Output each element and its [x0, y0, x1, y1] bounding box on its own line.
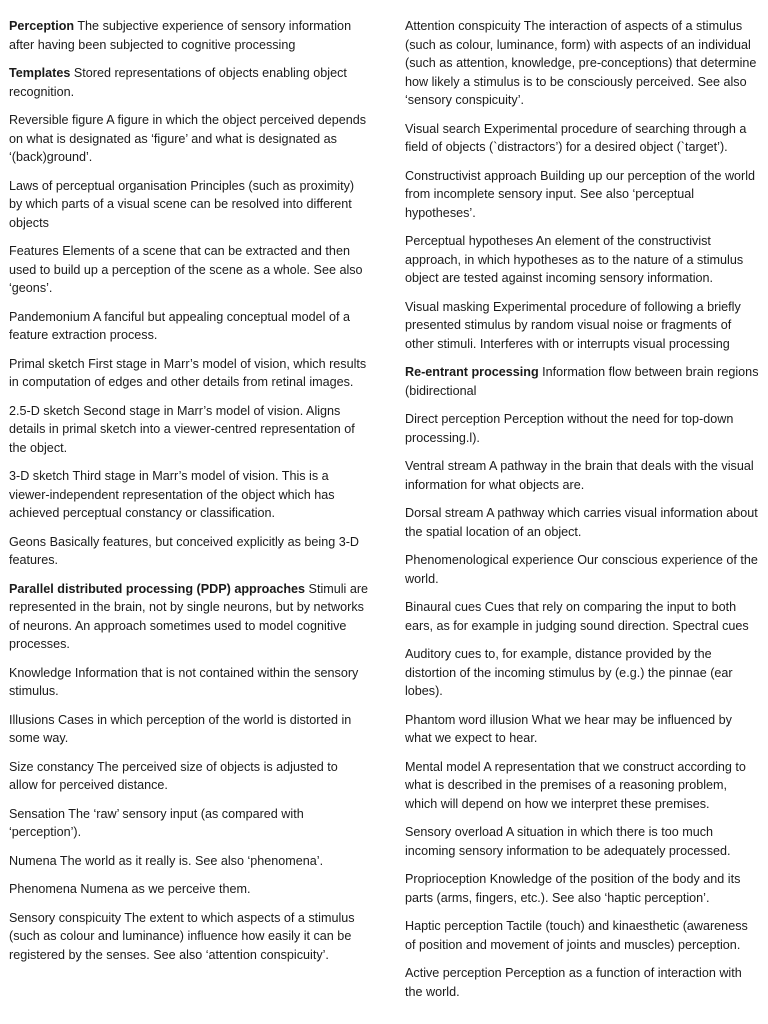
glossary-definition: Knowledge of the position of the body and its parts (arms, fingers, etc.). See also ‘haptic perception’.: [405, 872, 741, 905]
glossary-entry-proprioception: [405, 870, 761, 907]
glossary-term: Phenomenological experience: [405, 553, 574, 567]
glossary-right-column: [405, 17, 761, 1011]
glossary-term: Geons: [9, 534, 47, 549]
glossary-term: Visual search: [405, 121, 481, 136]
glossary-definition: A fanciful but appealing conceptual model of a feature extraction process.: [9, 309, 350, 342]
glossary-term: Parallel distributed processing (PDP) approaches: [9, 581, 306, 596]
glossary-definition: A pathway in the brain that deals with the visual information for what objects are.: [405, 459, 754, 492]
glossary-entry-phenomenological-experience: [405, 551, 761, 588]
glossary-definition: Numena as we perceive them.: [76, 882, 251, 896]
glossary-entry-ventral-stream: [405, 457, 761, 494]
glossary-definition: The world as it really is. See also ‘phenomena’.: [56, 853, 324, 868]
glossary-entry-3-d-sketch: [9, 467, 369, 523]
glossary-term: Attention conspicuity: [405, 19, 521, 33]
glossary-entry-sensation: [9, 805, 369, 842]
glossary-term: Haptic perception: [405, 919, 504, 933]
glossary-definition: Principles (such as proximity) by which parts of a visual scene can be resolved into different objects: [9, 178, 355, 230]
glossary-definition: The subjective experience of sensory information after having been subjected to cognitive processing: [9, 19, 352, 52]
glossary-term: Perceptual hypotheses: [405, 234, 534, 248]
glossary-term: Sensory conspicuity: [9, 910, 121, 925]
glossary-term: Laws of perceptual organisation: [9, 178, 187, 193]
glossary-term: Sensory overload: [405, 825, 504, 839]
glossary-term: Visual masking: [405, 299, 490, 314]
glossary-entry-haptic-perception: [405, 917, 761, 954]
glossary-entry-visual-masking: [405, 298, 761, 354]
glossary-entry-knowledge: [9, 664, 369, 701]
glossary-definition: Experimental procedure of searching through a field of objects (`distractors’) for a desired object (`target’).: [405, 121, 747, 154]
glossary-term: Mental model: [405, 759, 481, 774]
glossary-definition: Information flow between brain regions (bidirectional: [405, 365, 759, 398]
glossary-definition: A representation that we construct according to what is described in the premises of a reasoning problem, which will depend on how we interpret these premises.: [405, 759, 746, 811]
glossary-entry-reversible-figure: [9, 111, 369, 167]
glossary-definition: Stored representations of objects enabling object recognition.: [9, 66, 347, 99]
glossary-entry-sensory-overload: [405, 823, 761, 860]
glossary-entry-geons: [9, 533, 369, 570]
glossary-entry-sensory-conspicuity: [9, 909, 369, 965]
glossary-definition: The extent to which aspects of a stimulus (such as colour and luminance) influence how easily it can be registered by the senses. See also ‘attention conspicuity’.: [9, 910, 355, 962]
glossary-entry-re-entrant-processing: [405, 363, 761, 400]
glossary-entry-direct-perception: [405, 410, 761, 447]
glossary-term: Phantom word illusion: [405, 712, 529, 727]
glossary-term: Binaural cues: [405, 600, 482, 614]
glossary-entry-attention-conspicuity: [405, 17, 761, 110]
glossary-definition: Elements of a scene that can be extracted and then used to build up a perception of the scene as a whole. See also ‘geons’.: [9, 244, 363, 295]
glossary-definition: An element of the constructivist approach, in which hypotheses as to the nature of a stimulus object are tested against incoming sensory information.: [405, 234, 744, 285]
glossary-term: Templates: [9, 66, 71, 80]
glossary-term: Pandemonium: [9, 309, 91, 324]
glossary-entry-dorsal-stream: [405, 504, 761, 541]
glossary-definition: Information that is not contained within the sensory stimulus.: [9, 665, 359, 698]
glossary-entry-numena: [9, 852, 369, 871]
glossary-left-column: [9, 17, 369, 974]
glossary-term: Features: [9, 244, 59, 258]
glossary-entry-laws-of-perceptual-organisation: [9, 177, 369, 233]
glossary-term: Perception: [9, 19, 75, 33]
glossary-definition: Experimental procedure of following a briefly presented stimulus by random visual noise or fragments of other stimuli. Interferes with or interrupts visual processing: [405, 299, 741, 351]
glossary-entry-perception: [9, 17, 369, 54]
glossary-definition: Third stage in Marr’s model of vision. This is a viewer-independent representation of the object which has achieved perceptual constancy or classification.: [9, 469, 335, 520]
glossary-term: Dorsal stream: [405, 506, 484, 520]
glossary-entry-binaural-cues: [405, 598, 761, 635]
glossary-entry-templates: [9, 64, 369, 101]
glossary-definition: The perceived size of objects is adjusted to allow for perceived distance.: [9, 759, 338, 792]
glossary-definition: Perception as a function of interaction with the world.: [405, 966, 742, 999]
glossary-entry-auditory-cues: [405, 645, 761, 701]
glossary-definition: Cues that rely on comparing the input to both ears, as for example in judging sound direction. Spectral cues: [405, 600, 749, 633]
glossary-term: Knowledge: [9, 665, 72, 680]
glossary-definition: Our conscious experience of the world.: [405, 553, 758, 586]
glossary-definition: to, for example, distance provided by the distortion of the incoming stimulus by (e.g.) the pinnae (ear lobes).: [405, 647, 733, 698]
glossary-term: Primal sketch: [9, 356, 85, 371]
glossary-entry-constructivist-approach: [405, 167, 761, 223]
glossary-definition: The ‘raw’ sensory input (as compared with ‘perception’).: [9, 806, 304, 839]
glossary-term: Proprioception: [405, 872, 487, 886]
glossary-definition: Tactile (touch) and kinaesthetic (awareness of position and movement of joints and muscles) perception.: [405, 919, 748, 952]
glossary-definition: Basically features, but conceived explicitly as being 3-D features.: [9, 534, 360, 567]
glossary-definition: A figure in which the object perceived depends on what is designated as ‘figure’ and what is designated as ‘(back)ground’.: [9, 113, 367, 164]
glossary-definition: A situation in which there is too much incoming sensory information to be adequately processed.: [405, 825, 731, 858]
glossary-term: Auditory cues: [405, 647, 482, 661]
glossary-definition: A pathway which carries visual information about the spatial location of an object.: [405, 506, 758, 539]
glossary-term: Reversible figure: [9, 113, 104, 127]
glossary-entry-mental-model: [405, 758, 761, 814]
glossary-entry-2-5-d-sketch: [9, 402, 369, 458]
glossary-definition: Stimuli are represented in the brain, not by single neurons, but by networks of neurons. An approach sometimes used to model cognitive processes.: [9, 581, 369, 651]
glossary-entry-perceptual-hypotheses: [405, 232, 761, 288]
glossary-term: Phenomena: [9, 882, 77, 896]
glossary-term: Ventral stream: [405, 459, 487, 473]
glossary-term: Numena: [9, 853, 57, 868]
glossary-term: 3-D sketch: [9, 469, 70, 483]
glossary-definition: Second stage in Marr’s model of vision. Aligns details in primal sketch into a viewer-centred representation of the object.: [9, 403, 355, 455]
glossary-entry-parallel-distributed-processing-pdp-approaches: [9, 580, 369, 654]
glossary-entry-primal-sketch: [9, 355, 369, 392]
glossary-term: Size constancy: [9, 759, 94, 774]
glossary-term: 2.5-D sketch: [9, 403, 80, 418]
glossary-term: Active perception: [405, 966, 502, 980]
glossary-term: Constructivist approach: [405, 168, 537, 183]
glossary-entry-phenomena: [9, 880, 369, 899]
glossary-entry-size-constancy: [9, 758, 369, 795]
glossary-definition: Building up our perception of the world from incomplete sensory input. See also ‘perceptual hypotheses’.: [405, 168, 756, 220]
glossary-definition: The interaction of aspects of a stimulus (such as colour, luminance, form) with aspects of an individual (such as attention, knowledge, pre-conceptions) that determine how likely a stimulus is to be consciously perceived. See also ‘sensory conspicuity’.: [405, 19, 757, 107]
glossary-term: Illusions: [9, 712, 55, 727]
glossary-entry-features: [9, 242, 369, 298]
glossary-term: Direct perception: [405, 412, 501, 426]
glossary-definition: Perception without the need for top-down processing.l).: [405, 412, 734, 445]
glossary-entry-phantom-word-illusion: [405, 711, 761, 748]
glossary-term: Sensation: [9, 806, 66, 821]
glossary-entry-visual-search: [405, 120, 761, 157]
glossary-definition: First stage in Marr’s model of vision, which results in computation of edges and other details from retinal images.: [9, 356, 367, 389]
glossary-definition: What we hear may be influenced by what we expect to hear.: [405, 712, 732, 745]
glossary-entry-pandemonium: [9, 308, 369, 345]
glossary-entry-illusions: [9, 711, 369, 748]
glossary-entry-active-perception: [405, 964, 761, 1001]
glossary-definition: Cases in which perception of the world is distorted in some way.: [9, 712, 352, 745]
glossary-term: Re-entrant processing: [405, 365, 539, 379]
